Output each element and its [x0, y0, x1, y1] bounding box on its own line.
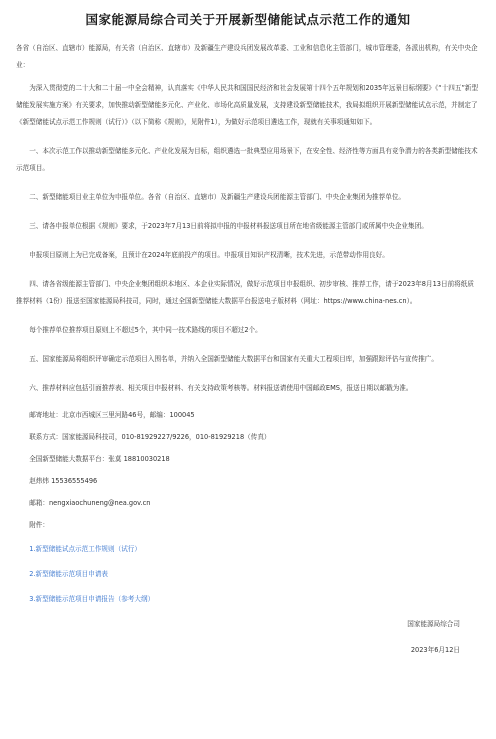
attachment-link-3[interactable]: 3.新型储能示范项目申请报告（参考大纲） [29, 595, 155, 603]
contact-platform: 全国新型储能大数据平台：张莫 18810030218 [29, 455, 170, 463]
page-title: 国家能源局综合司关于开展新型储能试点示范工作的通知 [85, 12, 411, 27]
item-5-paragraph: 五、国家能源局将组织评审确定示范项目入围名单，并纳入全国新型储能大数据平台和国家有关重大工程项目库，加强跟踪评估与宣传推广。 [29, 355, 438, 363]
contact-email: 邮箱：nengxiaochuneng@nea.gov.cn [29, 499, 151, 507]
attachments-label: 附件： [29, 521, 49, 529]
attachment-link-1[interactable]: 1.新型储能试点示范工作规则（试行） [29, 545, 141, 553]
item-1-paragraph: 一、本次示范工作以推动新型储能多元化、产业化发展为目标，组织遴选一批典型应用场景下，在安全性、经济性等方面具有竞争潜力的各类新型储能技术示范项目。 [16, 147, 478, 172]
salutation: 各省（自治区、直辖市）能源局，有关省（自治区、直辖市）及新疆生产建设兵团发展改革委、工业和信息化主管部门，城市管理委，各派出机构，有关中央企业： [16, 44, 478, 69]
contact-phone: 联系方式：国家能源局科技司，010-81929227/9226，010-81929218（传真） [29, 433, 271, 441]
signature: 国家能源局综合司 [407, 620, 460, 628]
item-3-detail-paragraph: 申报项目原则上为已完成备案，且预计在2024年底前投产的项目。申报项目知识产权清晰，技术先进，示范带动作用良好。 [29, 251, 389, 259]
item-3-paragraph: 三、请各申报单位根据《规则》要求，于2023年7月13日前将拟申报的申报材料报送项目所在地省级能源主管部门或所属中央企业集团。 [29, 222, 428, 230]
item-4-detail-paragraph: 每个推荐单位推荐项目原则上不超过5个，其中同一技术路线的项目不超过2个。 [29, 326, 262, 334]
issue-date: 2023年6月12日 [410, 646, 460, 654]
intro-paragraph: 为深入贯彻党的二十大和二十届一中全会精神，认真落实《中华人民共和国国民经济和社会发展第十四个五年规划和2035年远景目标纲要》《“十四五”新型储能发展实施方案》有关要求，加快推动新型储能多元化、产业化、市场化高质量发展，支持建设新型储能技术，我局拟组织开展新型储能试点示范，并制定了《新型储能试点示范工作规则（试行）》（以下简称《规则》，见附件1），为做好示范项目遴选工作，现就有关事项通知如下。 [16, 84, 479, 126]
contact-person: 赵炜炜 15536555496 [29, 477, 98, 485]
item-4-paragraph: 四、请各省级能源主管部门、中央企业集团组织本地区、本企业实际情况，做好示范项目申报组织、初步审核、推荐工作，请于2023年8月13日前将纸质推荐材料（1份）报送至国家能源局科技司，同时，通过全国新型储能大数据平台报送电子版材料（网址：https://www.china-nes.cn）。 [16, 280, 474, 305]
contact-address: 邮寄地址：北京市西城区三里河路46号，邮编：100045 [29, 411, 195, 419]
item-2-paragraph: 二、新型储能项目业主单位为申报单位。各省（自治区、直辖市）及新疆生产建设兵团能源主管部门、中央企业集团为推荐单位。 [29, 193, 406, 201]
attachment-link-2[interactable]: 2.新型储能示范项目申请表 [29, 570, 109, 578]
item-6-paragraph: 六、推荐材料应包括引面推荐表、相关项目申报材料、有关支持政策考核等。材料报送请使用中国邮政EMS，报送日期以邮戳为准。 [29, 384, 413, 392]
